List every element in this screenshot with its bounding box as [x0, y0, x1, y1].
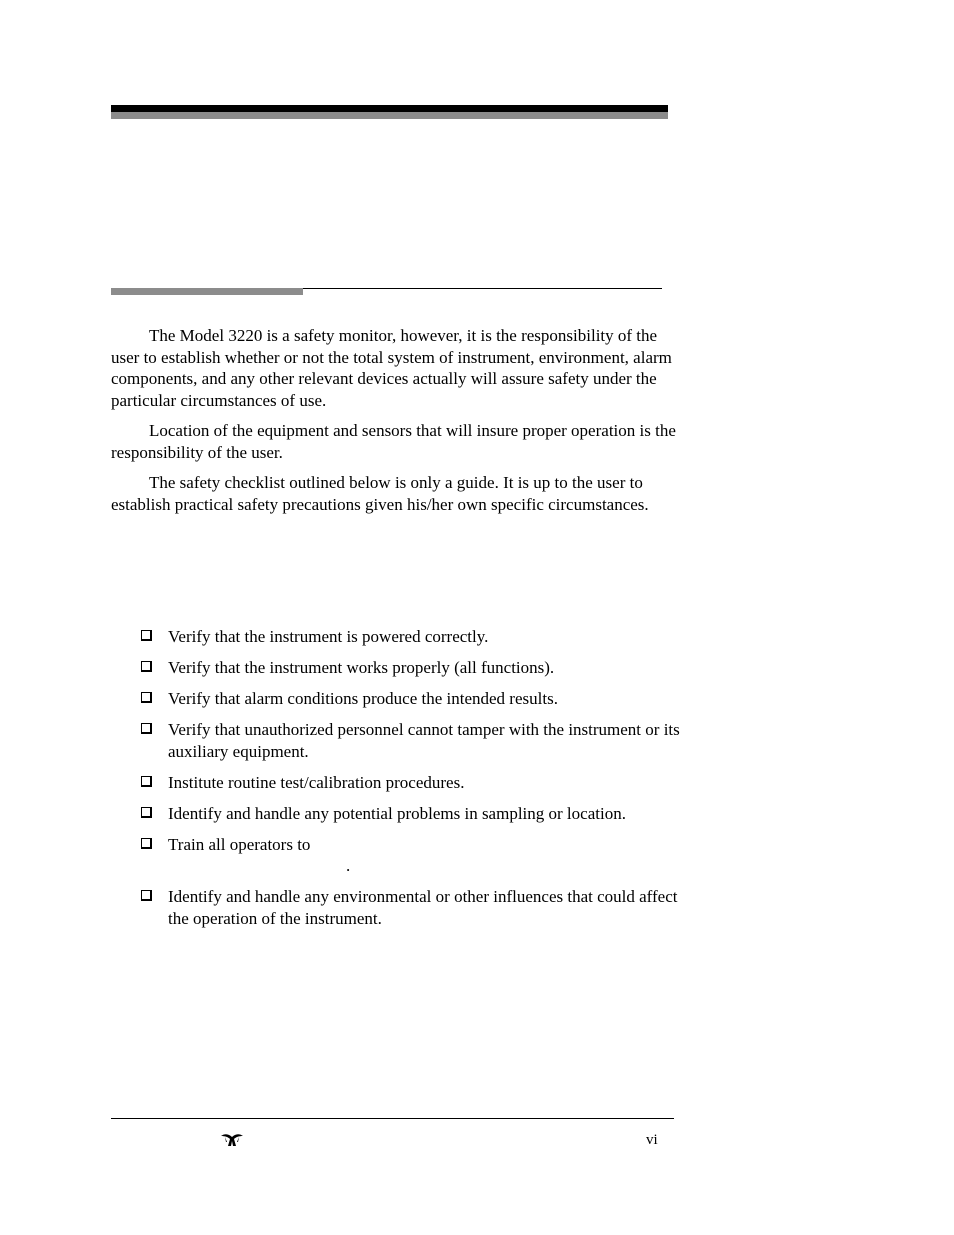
checklist-item-trailing-period: . [346, 856, 351, 875]
section-rule-thick [111, 288, 303, 295]
checklist-item-text: Verify that alarm conditions produce the intended results. [168, 689, 558, 708]
checkbox-icon [141, 723, 152, 734]
intro-paragraph-2: Location of the equipment and sensors that will insure proper operation is the responsibility of the user. [111, 421, 676, 462]
checkbox-icon [141, 630, 152, 641]
checklist-item [140, 626, 685, 648]
checklist-item [140, 886, 685, 929]
checkbox-icon [141, 661, 152, 672]
intro-paragraph-3: The safety checklist outlined below is only a guide. It is up to the user to establish practical safety precautions given his/her own specific circumstances. [111, 473, 649, 514]
checkbox-icon [141, 838, 152, 849]
checklist-item-text: Verify that the instrument is powered correctly. [168, 627, 489, 646]
checklist-item-text: Identify and handle any environmental or other influences that could affect the operation of the instrument. [168, 887, 678, 928]
checklist-item-text: Train all operators to [168, 834, 311, 854]
safety-checklist [140, 626, 685, 939]
checklist-item [140, 657, 685, 679]
checkbox-icon [141, 692, 152, 703]
page-number: vi [646, 1132, 658, 1148]
checklist-item-text: Identify and handle any potential problems in sampling or location. [168, 803, 626, 823]
checklist-item [140, 834, 685, 877]
header-rule-black [111, 105, 668, 112]
checklist-item [140, 688, 685, 710]
checklist-item-text: Verify that the instrument works properly (all functions). [168, 658, 555, 677]
checklist-item-text: Verify that unauthorized personnel cannot tamper with the instrument or its auxiliary equipment. [168, 720, 680, 761]
intro-paragraph-1: The Model 3220 is a safety monitor, however, it is the responsibility of the user to establish whether or not the total system of instrument, environment, alarm components, and any other relevant devices actually will assure safety under the particular circumstances of use. [111, 326, 672, 410]
checkbox-icon [141, 807, 152, 818]
checklist-item [140, 772, 685, 794]
header-rule-gray [111, 112, 668, 119]
checklist-item-text: Institute routine test/calibration procedures. [168, 772, 465, 792]
footer-rule [111, 1118, 674, 1119]
checklist-item [140, 719, 685, 762]
checklist-item [140, 803, 685, 825]
teledyne-logo-icon [220, 1133, 244, 1147]
checkbox-icon [141, 890, 152, 901]
checkbox-icon [141, 776, 152, 787]
